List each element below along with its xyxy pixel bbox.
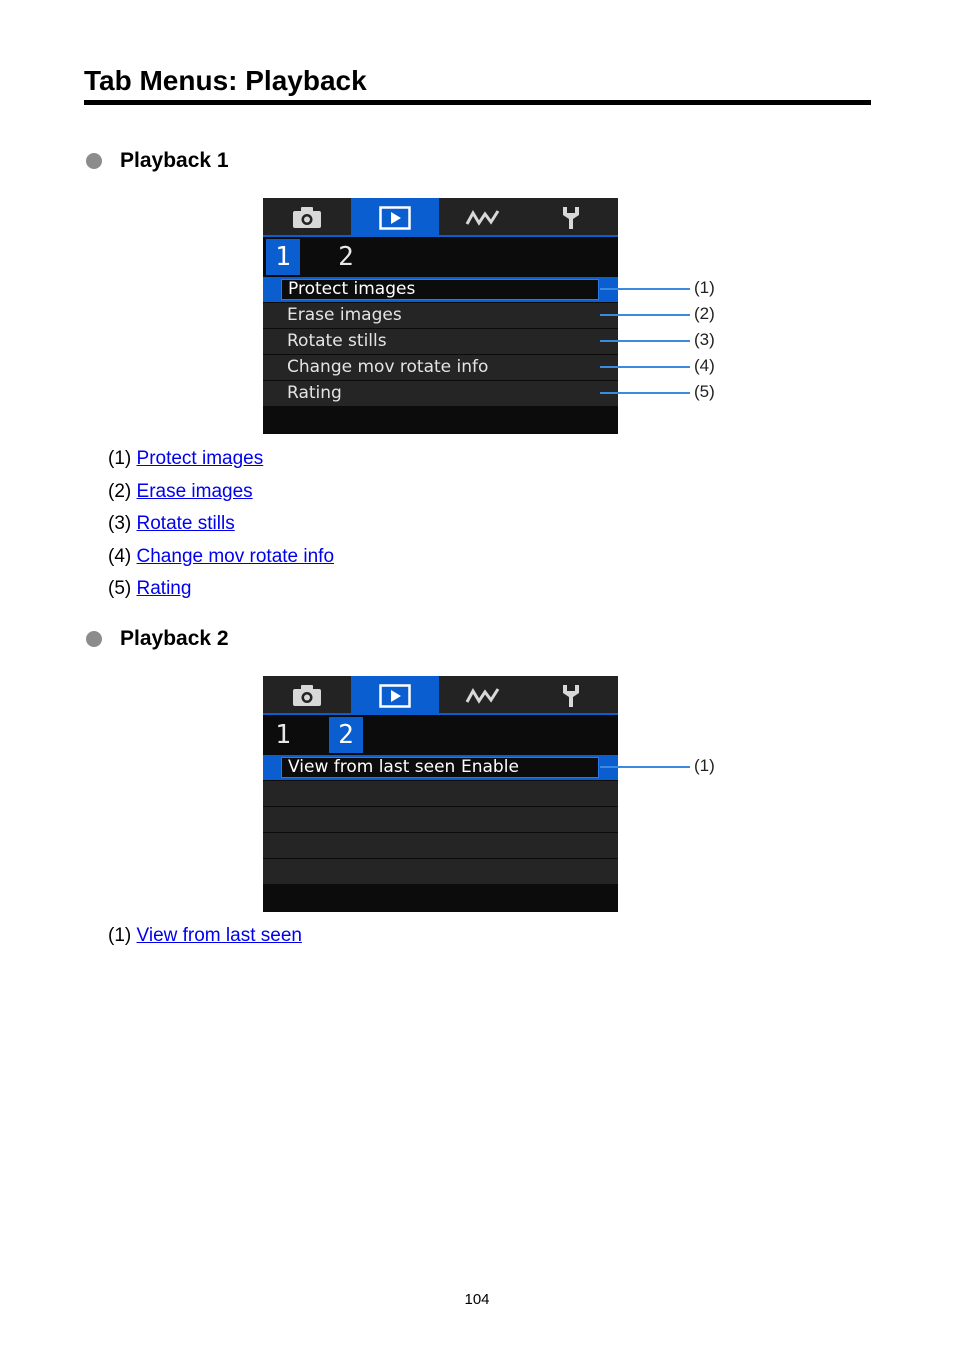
ref-number: (2)	[108, 480, 132, 502]
section-heading-text: Playback 2	[120, 627, 229, 650]
callout-label: (4)	[694, 356, 715, 375]
tab-setup[interactable]	[527, 676, 615, 715]
page-number-row	[263, 239, 618, 275]
list-item	[108, 573, 334, 606]
tab-custom[interactable]	[439, 676, 527, 715]
tab-row	[263, 198, 618, 237]
ref-number: (3)	[108, 513, 132, 535]
menu-item-empty	[263, 807, 618, 833]
menu-item-label: Change mov rotate info	[287, 357, 489, 377]
bullet-icon	[86, 153, 102, 169]
menu-screen-playback-1	[263, 198, 618, 434]
wrench-icon	[559, 205, 583, 231]
list-item	[108, 541, 334, 574]
menu-item-empty	[263, 833, 618, 859]
custom-wave-icon	[465, 686, 501, 706]
callout-line	[600, 288, 690, 290]
tab-custom[interactable]	[439, 198, 527, 237]
page-tab-2[interactable]: 2	[329, 717, 363, 753]
menu-item-empty	[263, 859, 618, 885]
callout-line	[600, 392, 690, 394]
section-heading-text: Playback 1	[120, 149, 229, 172]
list-item	[108, 443, 334, 476]
tab-playback[interactable]	[351, 676, 439, 715]
playback-icon	[379, 684, 411, 708]
tab-camera[interactable]	[263, 198, 351, 237]
tab-playback[interactable]	[351, 198, 439, 237]
link-change-mov-rotate-info[interactable]: Change mov rotate info	[136, 545, 335, 567]
page-title: Tab Menus: Playback	[84, 64, 871, 105]
page-tab-1[interactable]: 1	[275, 720, 291, 750]
ref-number: (1)	[108, 925, 132, 946]
menu-item-label: Erase images	[287, 305, 402, 325]
tab-row	[263, 676, 618, 715]
link-view-from-last-seen[interactable]: View from last seen	[136, 925, 302, 946]
callout-label: (5)	[694, 382, 715, 401]
link-erase-images[interactable]: Erase images	[136, 480, 253, 502]
list-item	[108, 476, 334, 509]
camera-icon	[291, 206, 323, 230]
menu-item-label: Protect images	[281, 279, 599, 300]
menu-item-empty	[263, 781, 618, 807]
bullet-icon	[86, 631, 102, 647]
page-tab-1[interactable]: 1	[266, 239, 300, 275]
menu-item-view-from-last-seen[interactable]	[263, 755, 618, 781]
list-item	[108, 508, 334, 541]
tab-setup[interactable]	[527, 198, 615, 237]
menu-item-label: Rating	[287, 383, 342, 403]
menu-screen-playback-2	[263, 676, 618, 912]
menu-item-rating[interactable]	[263, 381, 618, 407]
callout-label: (1)	[694, 756, 715, 775]
reference-list-playback-2	[108, 920, 302, 953]
menu-item-label: Rotate stills	[287, 331, 387, 351]
section-heading-playback-1	[86, 148, 229, 174]
callout-label: (1)	[694, 278, 715, 297]
callout-line	[600, 314, 690, 316]
playback-icon	[379, 206, 411, 230]
menu-item-list	[263, 277, 618, 407]
menu-item-rotate-stills[interactable]	[263, 329, 618, 355]
camera-icon	[291, 684, 323, 708]
menu-item-list	[263, 755, 618, 885]
ref-number: (1)	[108, 448, 132, 469]
menu-item-change-mov-rotate-info[interactable]	[263, 355, 618, 381]
menu-item-erase-images[interactable]	[263, 303, 618, 329]
callout-line	[600, 366, 690, 368]
page-tab-2[interactable]: 2	[338, 242, 354, 272]
menu-item-protect-images[interactable]	[263, 277, 618, 303]
menu-item-value: Enable	[461, 757, 519, 777]
menu-item-row	[281, 757, 599, 778]
list-item	[108, 920, 302, 953]
link-protect-images[interactable]: Protect images	[136, 448, 264, 469]
section-heading-playback-2	[86, 626, 229, 652]
menu-item-label: View from last seen	[288, 757, 456, 777]
reference-list-playback-1	[108, 443, 334, 606]
link-rating[interactable]: Rating	[136, 578, 192, 600]
ref-number: (4)	[108, 545, 132, 567]
callout-label: (2)	[694, 304, 715, 323]
page-number-row	[263, 717, 618, 753]
callout-label: (3)	[694, 330, 715, 349]
custom-wave-icon	[465, 208, 501, 228]
tab-camera[interactable]	[263, 676, 351, 715]
callout-line	[600, 766, 690, 768]
page-number: 104	[464, 1291, 490, 1308]
wrench-icon	[559, 683, 583, 709]
ref-number: (5)	[108, 578, 132, 600]
link-rotate-stills[interactable]: Rotate stills	[136, 513, 235, 535]
callout-line	[600, 340, 690, 342]
